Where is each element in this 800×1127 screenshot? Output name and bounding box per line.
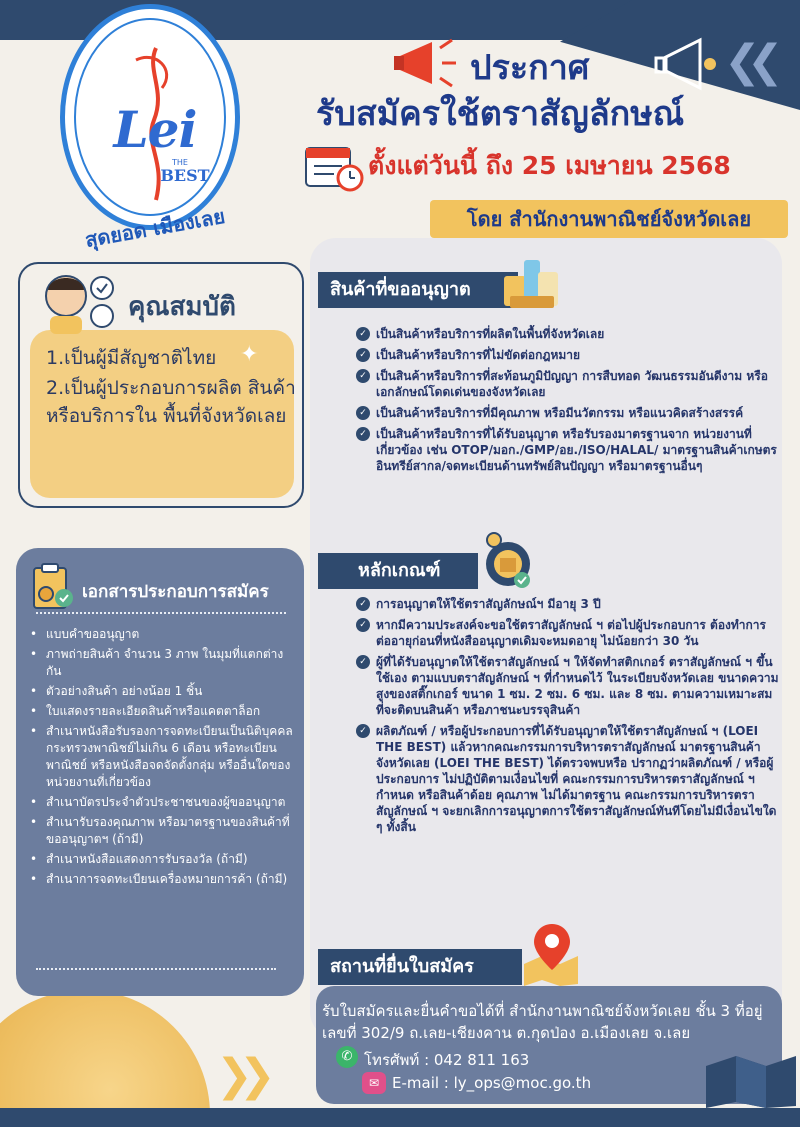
- clipboard-gear-icon: [28, 562, 76, 612]
- title-date: ตั้งแต่วันนี้ ถึง 25 เมษายน 2568: [368, 151, 731, 180]
- contact-email: E-mail : ly_ops@moc.go.th: [392, 1074, 592, 1092]
- documents-heading: เอกสารประกอบการสมัคร: [82, 582, 269, 602]
- list-item: • สำเนาการจดทะเบียนเครื่องหมายการค้า (ถ้ามี): [24, 871, 294, 888]
- bottom-band: [0, 1108, 800, 1127]
- qualification-heading: คุณสมบัติ: [128, 292, 236, 322]
- list-item-text: ผลิตภัณฑ์ / หรือผู้ประกอบการที่ได้รับอนุญาตให้ใช้ตราสัญลักษณ์ ฯ (LOEI THE BEST) แล้วหากคณะกรรมการบริหารตราสัญลักษณ์ มาตรฐานสินค้าจังหวัดเลย (LOEI THE BEST) ได้ตรวจพบหรือ ปรากฏว่าผลิตภัณฑ์ / หรือผู้ประกอบการ ไม่ปฏิบัติตามเงื่อนไขที่ คณะกรรมการบริหารตราสัญลักษณ์ ฯ กำหนด หรือสินค้าด้อย คุณภาพ ไม่ได้มาตรฐาน คณะกรรมการบริหารตราสัญลักษณ์ ฯ จะยกเลิกการอนุญาตการใช้ตราสัญลักษณ์ทันทีโดยไม่มีเงื่อนไขใด ๆ ทั้งสิ้น: [376, 724, 777, 834]
- phone-icon: ✆: [336, 1046, 358, 1068]
- logo-best: BEST: [160, 166, 210, 185]
- qualification-item: 2.เป็นผู้ประกอบการผลิต สินค้า หรือบริการใน พื้นที่จังหวัดเลย: [46, 377, 296, 427]
- logo-text: Lei: [113, 100, 197, 159]
- gear-box-icon: [478, 530, 534, 590]
- list-item: • สำเนาหนังสือแสดงการรับรองวัล (ถ้ามี): [24, 851, 294, 868]
- list-item-text: เป็นสินค้าหรือบริการที่ได้รับอนุญาต หรือรับรองมาตรฐานจาก หน่วยงานที่เกี่ยวข้อง เช่น OTOP/มอก./GMP/อย./ISO/HALAL/ มาตรฐานสินค้าเกษตรอินทรีย์สากล/จดทะเบียนด้านทรัพย์สินปัญญา หรือมาตรฐานอื่นๆ: [376, 427, 777, 473]
- list-item: [356, 405, 780, 421]
- person-checklist-icon: [36, 266, 118, 338]
- list-item-text: ผู้ที่ได้รับอนุญาตให้ใช้ตราสัญลักษณ์ ฯ ให้จัดทำสติกเกอร์ ตราสัญลักษณ์ ฯ ขึ้นใช้เอง ตามแบบตราสัญลักษณ์ ฯ ที่กำหนดไว้ ในระเบียบจังหวัดเลย ขนาดความสูงของสติ๊กเกอร์ ขนาด 1 ซม. 2 ซม. 6 ซม. และ 8 ซม. ตามความเหมาะสมที่จะติดบนสินค้า หรือภาชนะบรรจุสินค้า: [376, 655, 779, 717]
- check-icon: ✓: [356, 597, 370, 611]
- documents-divider: [36, 612, 286, 614]
- products-heading: สินค้าที่ขออนุญาต: [318, 272, 518, 308]
- calendar-clock-icon: [304, 142, 366, 192]
- list-item-text: หากมีความประสงค์จะขอใช้ตราสัญลักษณ์ ฯ ต่อไปผู้ประกอบการ ต้องทำการต่ออายุก่อนที่หนังสืออนุญาตเดิมจะหมดอายุ ไม่น้อยกว่า 30 วัน: [376, 618, 766, 648]
- check-icon: ✓: [356, 327, 370, 341]
- contact-address: รับใบสมัครและยื่นคำขอได้ที่ สำนักงานพาณิชย์จังหวัดเลย ชั้น 3 ที่อยู่ เลขที่ 302/9 ถ.เลย-เชียงคาน ต.กุดป่อง อ.เมืองเลย จ.เลย: [322, 1002, 763, 1042]
- sun-decoration: [0, 990, 210, 1127]
- qualification-list: [46, 344, 296, 432]
- list-item: • ตัวอย่างสินค้า อย่างน้อย 1 ชิ้น: [24, 683, 294, 700]
- list-item-text: การอนุญาตให้ใช้ตราสัญลักษณ์ฯ มีอายุ 3 ปี: [376, 597, 601, 611]
- megaphone-icon: [392, 34, 462, 94]
- title-line1: ประกาศ: [470, 48, 590, 88]
- organizer-bar: โดย สำนักงานพาณิชย์จังหวัดเลย: [430, 200, 788, 238]
- list-item: [356, 326, 780, 342]
- logo-the: THE: [172, 158, 188, 167]
- qualification-item: 1.เป็นผู้มีสัญชาติไทย: [46, 347, 217, 369]
- list-item: [356, 617, 780, 649]
- list-item: [356, 426, 780, 474]
- list-item: • ภาพถ่ายสินค้า จำนวน 3 ภาพ ในมุมที่แตกต่างกัน: [24, 646, 294, 680]
- documents-list: [24, 626, 294, 891]
- title-line2: รับสมัครใช้ตราสัญลักษณ์: [316, 94, 685, 134]
- check-icon: ✓: [356, 406, 370, 420]
- criteria-list: [356, 596, 780, 840]
- list-item: [356, 368, 780, 400]
- list-item: • สำเนาหนังสือรับรองการจดทะเบียนเป็นนิติบุคคล กระทรวงพาณิชย์ไม่เกิน 6 เดือน หรือทะเบียนพาณิชย์ หรือหนังสือจดจัดตั้งกลุ่ม หรืออื่นใดของหน่วยงานที่เกี่ยวข้อง: [24, 723, 294, 791]
- list-item-text: เป็นสินค้าหรือบริการที่ไม่ขัดต่อกฎหมาย: [376, 348, 581, 362]
- documents-divider-bottom: [36, 968, 276, 970]
- sparkle-icon: ✦: [240, 342, 259, 367]
- list-item: • ใบแสดงรายละเอียดสินค้าหรือแคตตาล็อก: [24, 703, 294, 720]
- list-item: • แบบคำขออนุญาต: [24, 626, 294, 643]
- check-icon: ✓: [356, 427, 370, 441]
- check-icon: ✓: [356, 724, 370, 738]
- folded-map-icon: [706, 1046, 796, 1108]
- products-list: [356, 326, 780, 479]
- list-item: • สำเนาบัตรประจำตัวประชาชนของผู้ขออนุญาต: [24, 794, 294, 811]
- location-heading: สถานที่ยื่นใบสมัคร: [318, 949, 522, 985]
- list-item: • สำเนารับรองคุณภาพ หรือมาตรฐานของสินค้าที่ขออนุญาตฯ (ถ้ามี): [24, 814, 294, 848]
- list-item-text: เป็นสินค้าหรือบริการที่ผลิตในพื้นที่จังหวัดเลย: [376, 327, 605, 341]
- list-item: [356, 596, 780, 612]
- logo-tagline: สุดยอด เมืองเลย: [83, 203, 227, 253]
- chevron-right-icon: ❮❮: [724, 36, 770, 87]
- contact-phone: โทรศัพท์ : 042 811 163: [364, 1051, 530, 1069]
- check-icon: ✓: [356, 369, 370, 383]
- list-item: [356, 347, 780, 363]
- check-icon: ✓: [356, 348, 370, 362]
- list-item-text: เป็นสินค้าหรือบริการที่สะท้อนภูมิปัญญา การสืบทอด วัฒนธรรมอันดีงาม หรือเอกลักษณ์โดดเด่นของจังหวัดเลย: [376, 369, 768, 399]
- mail-icon: ✉: [362, 1072, 386, 1094]
- check-icon: ✓: [356, 618, 370, 632]
- list-item: [356, 654, 780, 718]
- products-goods-icon: [500, 252, 562, 312]
- chevron-left-icon: ❯❯: [216, 1050, 262, 1101]
- list-item-text: เป็นสินค้าหรือบริการที่มีคุณภาพ หรือมีนวัตกรรม หรือแนวคิดสร้างสรรค์: [376, 406, 744, 420]
- map-pin-icon: [520, 920, 584, 988]
- criteria-heading: หลักเกณฑ์: [318, 553, 478, 589]
- list-item: [356, 723, 780, 835]
- check-icon: ✓: [356, 655, 370, 669]
